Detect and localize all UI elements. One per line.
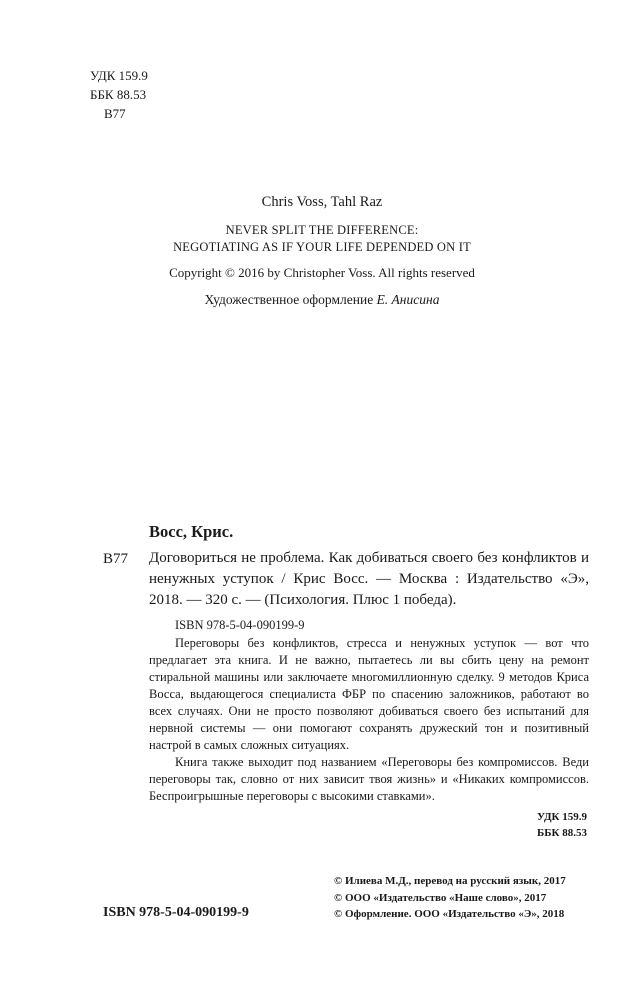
design-label: Художественное оформление xyxy=(204,292,374,307)
bibliographic-author: Восс, Крис. xyxy=(149,522,234,541)
bibliographic-description: Договориться не проблема. Как добиваться своего без конфликтов и ненужных уступок / Крис Восс. — Москва : Издательство «Э», 2018. — 320 с. — (Психология. Плюс 1 победа). xyxy=(149,550,589,608)
bottom-udk: УДК 159.9 xyxy=(536,811,587,823)
original-title-line2: NEGOTIATING AS IF YOUR LIFE DEPENDED ON IT xyxy=(173,240,471,254)
copyright-publisher-1: © ООО «Издательство «Наше слово», 2017 xyxy=(334,891,547,904)
udk-code: УДК 159.9 xyxy=(90,68,148,83)
copyright-translation: © Илиева М.Д., перевод на русский язык, 2017 xyxy=(334,875,566,887)
footer-isbn: ISBN 978-5-04-090199-9 xyxy=(103,905,249,920)
original-title-line1: NEVER SPLIT THE DIFFERENCE: xyxy=(225,223,419,237)
original-authors: Chris Voss, Tahl Raz xyxy=(261,194,383,210)
copyright-publisher-2: © Оформление. ООО «Издательство «Э», 2018 xyxy=(334,908,565,920)
original-title xyxy=(0,222,644,256)
top-classification xyxy=(90,66,148,123)
annotation xyxy=(149,635,589,805)
bibliographic-record xyxy=(149,522,589,633)
annotation-paragraph-2: Книга также выходит под названием «Переговоры без компромиссов. Веди переговоры так, словно от них зависит твоя жизнь» и «Никаких компромиссов. Беспроигрышные переговоры с высокими ставками». xyxy=(149,755,589,803)
footer-copyrights xyxy=(334,873,566,923)
bibliographic-isbn: ISBN 978-5-04-090199-9 xyxy=(175,618,305,632)
bibliographic-code: В77 xyxy=(103,551,129,567)
bottom-bbk: ББК 88.53 xyxy=(536,827,587,839)
original-copyright: Copyright © 2016 by Christopher Voss. All rights reserved xyxy=(169,265,475,280)
design-name: Е. Анисина xyxy=(376,292,440,307)
design-credit xyxy=(0,292,644,308)
author-code: В77 xyxy=(104,106,126,121)
bbk-code: ББК 88.53 xyxy=(90,87,147,102)
bottom-classification xyxy=(537,809,587,841)
annotation-paragraph-1: Переговоры без конфликтов, стресса и ненужных уступок — вот что предлагает эта книга. И не важно, пытаетесь ли вы сбить цену на ремонт стиральной машины или заключаете многомиллионную сделку. 9 методов Криса Восса, выдающегося специалиста ФБР по спасению заложников, работают во всех случаях. Они не просто позволяют добиваться своего без испытаний для нервной системы — они помогают сохранять дружеский тон и позитивный настрой в самых сложных ситуациях. xyxy=(149,636,589,752)
